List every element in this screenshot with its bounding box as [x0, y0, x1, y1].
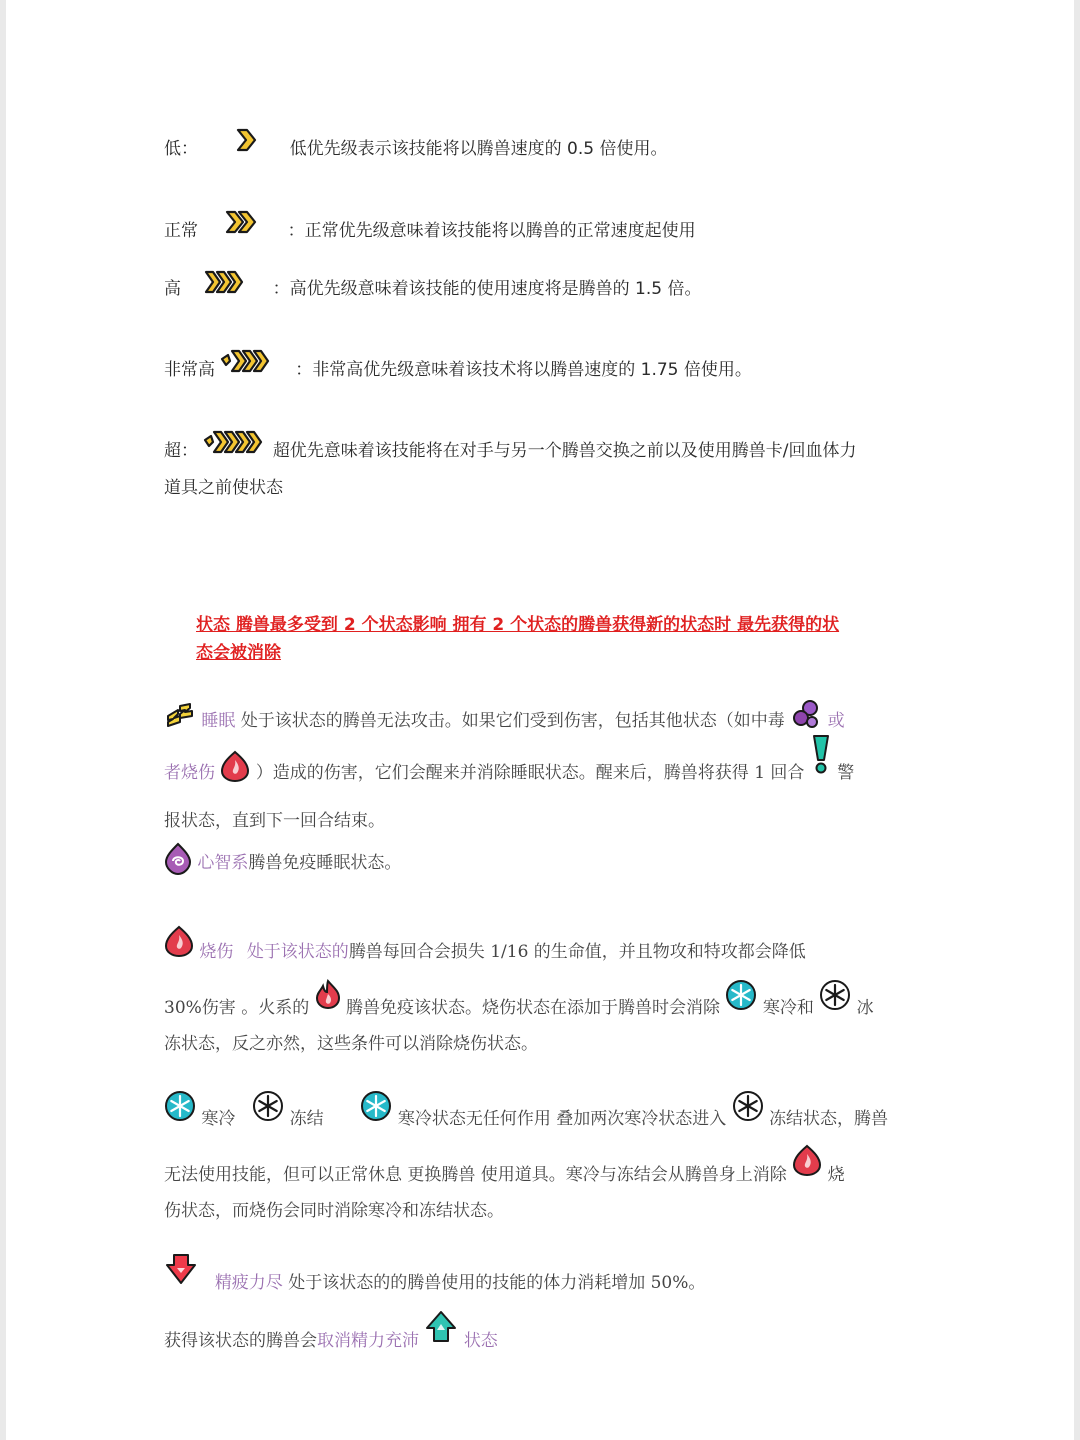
- priority-very-high-row: [164, 358, 924, 382]
- status-heading-line-2: 态会被消除: [196, 643, 281, 663]
- priority-normal-row: [164, 219, 924, 243]
- mind-type-text: 腾兽免疫睡眠状态。: [248, 853, 402, 873]
- snowflake-icon: [164, 1090, 196, 1122]
- cold-text-1b: 冻结状态，腾兽: [769, 1109, 889, 1129]
- cold-name: 寒冷: [201, 1109, 236, 1129]
- burn-name: 烧伤: [199, 942, 234, 962]
- chevron-1-icon: [235, 128, 257, 152]
- sleep-icon: [164, 702, 196, 734]
- snowflake-icon: [819, 979, 851, 1011]
- poison-icon: [790, 698, 822, 730]
- priority-low-label: 低：: [164, 139, 198, 159]
- burn-text-2b: 腾兽免疫该状态。烧伤状态在添加于腾兽时会消除: [346, 998, 721, 1018]
- priority-super-desc-2: 道具之前使状态: [164, 478, 283, 498]
- sleep-text-2c: 警: [837, 763, 855, 783]
- burn-text-1b: 腾兽每回合会损失 1/16 的生命值，并且物攻和特攻都会降低: [348, 942, 806, 962]
- cold-text-2b: 烧: [827, 1165, 845, 1185]
- burn-text-1a: 处于该状态的: [246, 942, 349, 962]
- priority-very-high-desc: ：非常高优先级意味着该技术将以腾兽速度的 1.75 倍使用。: [295, 360, 752, 380]
- sleep-text-2a: 者烧伤: [164, 763, 215, 783]
- mind-icon: [164, 842, 192, 876]
- cold-text-1a: 寒冷状态无任何作用 叠加两次寒冷状态进入: [397, 1109, 727, 1129]
- sleep-text-1b: 或: [827, 711, 845, 731]
- snowflake-icon: [725, 979, 757, 1011]
- priority-high-label: 高: [164, 279, 181, 299]
- priority-high-row: [164, 277, 924, 301]
- sleep-text-2b: ）造成的伤害，它们会醒来并消除睡眠状态。醒来后，腾兽将获得 1 回合: [255, 763, 805, 783]
- cold-text-2a: 无法使用技能，但可以正常休息 更换腾兽 使用道具。寒冷与冻结会从腾兽身上消除: [164, 1165, 787, 1185]
- sleep-name: 睡眠: [201, 711, 236, 731]
- priority-very-high-label: 非常高: [164, 360, 215, 380]
- burn-icon: [220, 750, 250, 782]
- status-heading-2: [196, 641, 956, 665]
- burn-icon: [164, 925, 194, 957]
- chevron-4-plus-icon: [203, 430, 267, 454]
- cold-text-3: 伤状态，而烧伤会同时消除寒冷和冻结状态。: [164, 1201, 504, 1221]
- priority-super-desc-1: 超优先意味着该技能将在对手与另一个腾兽交换之前以及使用腾兽卡/回血体力: [272, 441, 857, 461]
- snowflake-icon: [252, 1090, 284, 1122]
- exhaust-text-1: 处于该状态的的腾兽使用的技能的体力消耗增加 50%。: [282, 1273, 706, 1293]
- document-page: [6, 0, 1074, 1440]
- sleep-text-1a: 处于该状态的腾兽无法攻击。如果它们受到伤害，包括其他状态（如中毒: [240, 711, 785, 731]
- snowflake-icon: [732, 1090, 764, 1122]
- snowflake-icon: [360, 1090, 392, 1122]
- status-heading-line-1: 状态 腾兽最多受到 2 个状态影响 拥有 2 个状态的腾兽获得新的状态时 最先获得的状: [196, 615, 840, 635]
- chevron-2-icon: [225, 210, 259, 234]
- priority-super-row-2: [164, 476, 924, 500]
- priority-high-desc: ：高优先级意味着该技能的使用速度将是腾兽的 1.5 倍。: [272, 279, 702, 299]
- exhaust-name: 精疲力尽: [214, 1273, 283, 1293]
- burn-text-2a: 30%伤害 。火系的: [164, 998, 310, 1018]
- exhaust-text-2a: 获得该状态的腾兽会: [164, 1331, 317, 1351]
- priority-low-row: [164, 137, 924, 161]
- energized-icon: [424, 1310, 458, 1346]
- freeze-name: 冻结: [289, 1109, 324, 1129]
- exhaust-text-2c: 状态: [463, 1331, 498, 1351]
- chevron-3-plus-icon: [220, 349, 276, 373]
- exhaust-icon: [164, 1252, 198, 1286]
- fire-icon: [315, 979, 341, 1009]
- priority-normal-label: 正常: [164, 221, 198, 241]
- priority-normal-desc: ：正常优先级意味着该技能将以腾兽的正常速度起使用: [287, 221, 696, 241]
- burn-text-2c: 寒冷和: [762, 998, 814, 1018]
- burn-icon: [792, 1144, 822, 1176]
- exhaust-text-2b: 取消精力充沛: [317, 1331, 419, 1351]
- burn-text-3: 冻状态，反之亦然，这些条件可以消除烧伤状态。: [164, 1034, 538, 1054]
- burn-text-2d: 冰: [856, 998, 874, 1018]
- priority-super-row: [164, 439, 924, 463]
- mind-type-label: 心智系: [197, 853, 249, 873]
- priority-super-label: 超：: [164, 441, 198, 461]
- status-heading: [196, 613, 956, 637]
- alert-icon: [810, 734, 832, 774]
- chevron-3-icon: [204, 270, 248, 294]
- priority-low-desc: 低优先级表示该技能将以腾兽速度的 0.5 倍使用。: [289, 139, 668, 159]
- sleep-text-3: 报状态，直到下一回合结束。: [164, 811, 385, 831]
